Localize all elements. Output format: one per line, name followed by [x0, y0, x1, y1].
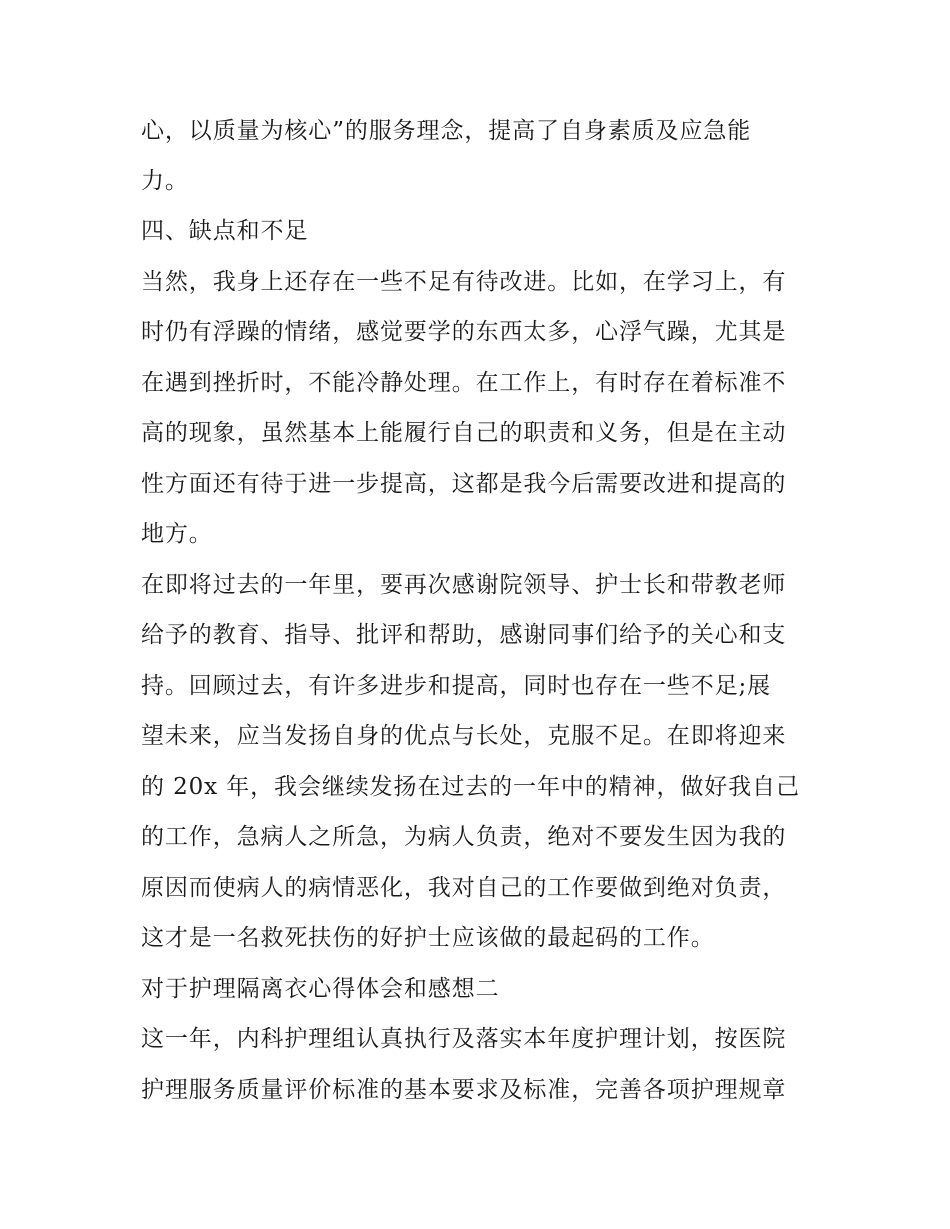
section-heading: 四、缺点和不足	[141, 218, 309, 244]
section-heading: 对于护理隔离衣心得体会和感想二	[141, 976, 500, 1002]
text-line: 这才是一名救死扶伤的好护士应该做的最起码的工作。	[141, 925, 715, 951]
text-line: 望未来，应当发扬自身的优点与长处，克服不足。在即将迎来	[141, 723, 787, 749]
text-line: 原因而使病人的病情恶化，我对自己的工作要做到绝对负责，	[141, 875, 787, 901]
text-line: 心，以质量为核心”的服务理念，提高了自身素质及应急能	[141, 118, 752, 144]
text-line: 时仍有浮躁的情绪，感觉要学的东西太多，心浮气躁，尤其是	[141, 319, 787, 345]
text-line: 的 20x 年，我会继续发扬在过去的一年中的精神，做好我自己	[141, 774, 800, 800]
text-line: 力。	[141, 168, 189, 194]
text-line: 护理服务质量评价标准的基本要求及标准，完善各项护理规章	[141, 1077, 787, 1103]
text-line: 性方面还有待于进一步提高，这都是我今后需要改进和提高的	[141, 471, 787, 497]
text-line: 在遇到挫折时，不能冷静处理。在工作上，有时存在着标准不	[141, 370, 787, 396]
text-line: 持。回顾过去，有许多进步和提高，同时也存在一些不足;展	[141, 673, 772, 699]
text-line: 在即将过去的一年里，要再次感谢院领导、护士长和带教老师	[141, 572, 787, 598]
text-line: 高的现象，虽然基本上能履行自己的职责和义务，但是在主动	[141, 420, 787, 446]
text-line: 这一年，内科护理组认真执行及落实本年度护理计划，按医院	[141, 1026, 787, 1052]
text-line: 当然，我身上还存在一些不足有待改进。比如，在学习上，有	[141, 269, 787, 295]
text-line: 的工作，急病人之所急，为病人负责，绝对不要发生因为我的	[141, 824, 787, 850]
text-line: 给予的教育、指导、批评和帮助，感谢同事们给予的关心和支	[141, 622, 787, 648]
text-line: 地方。	[141, 521, 213, 547]
